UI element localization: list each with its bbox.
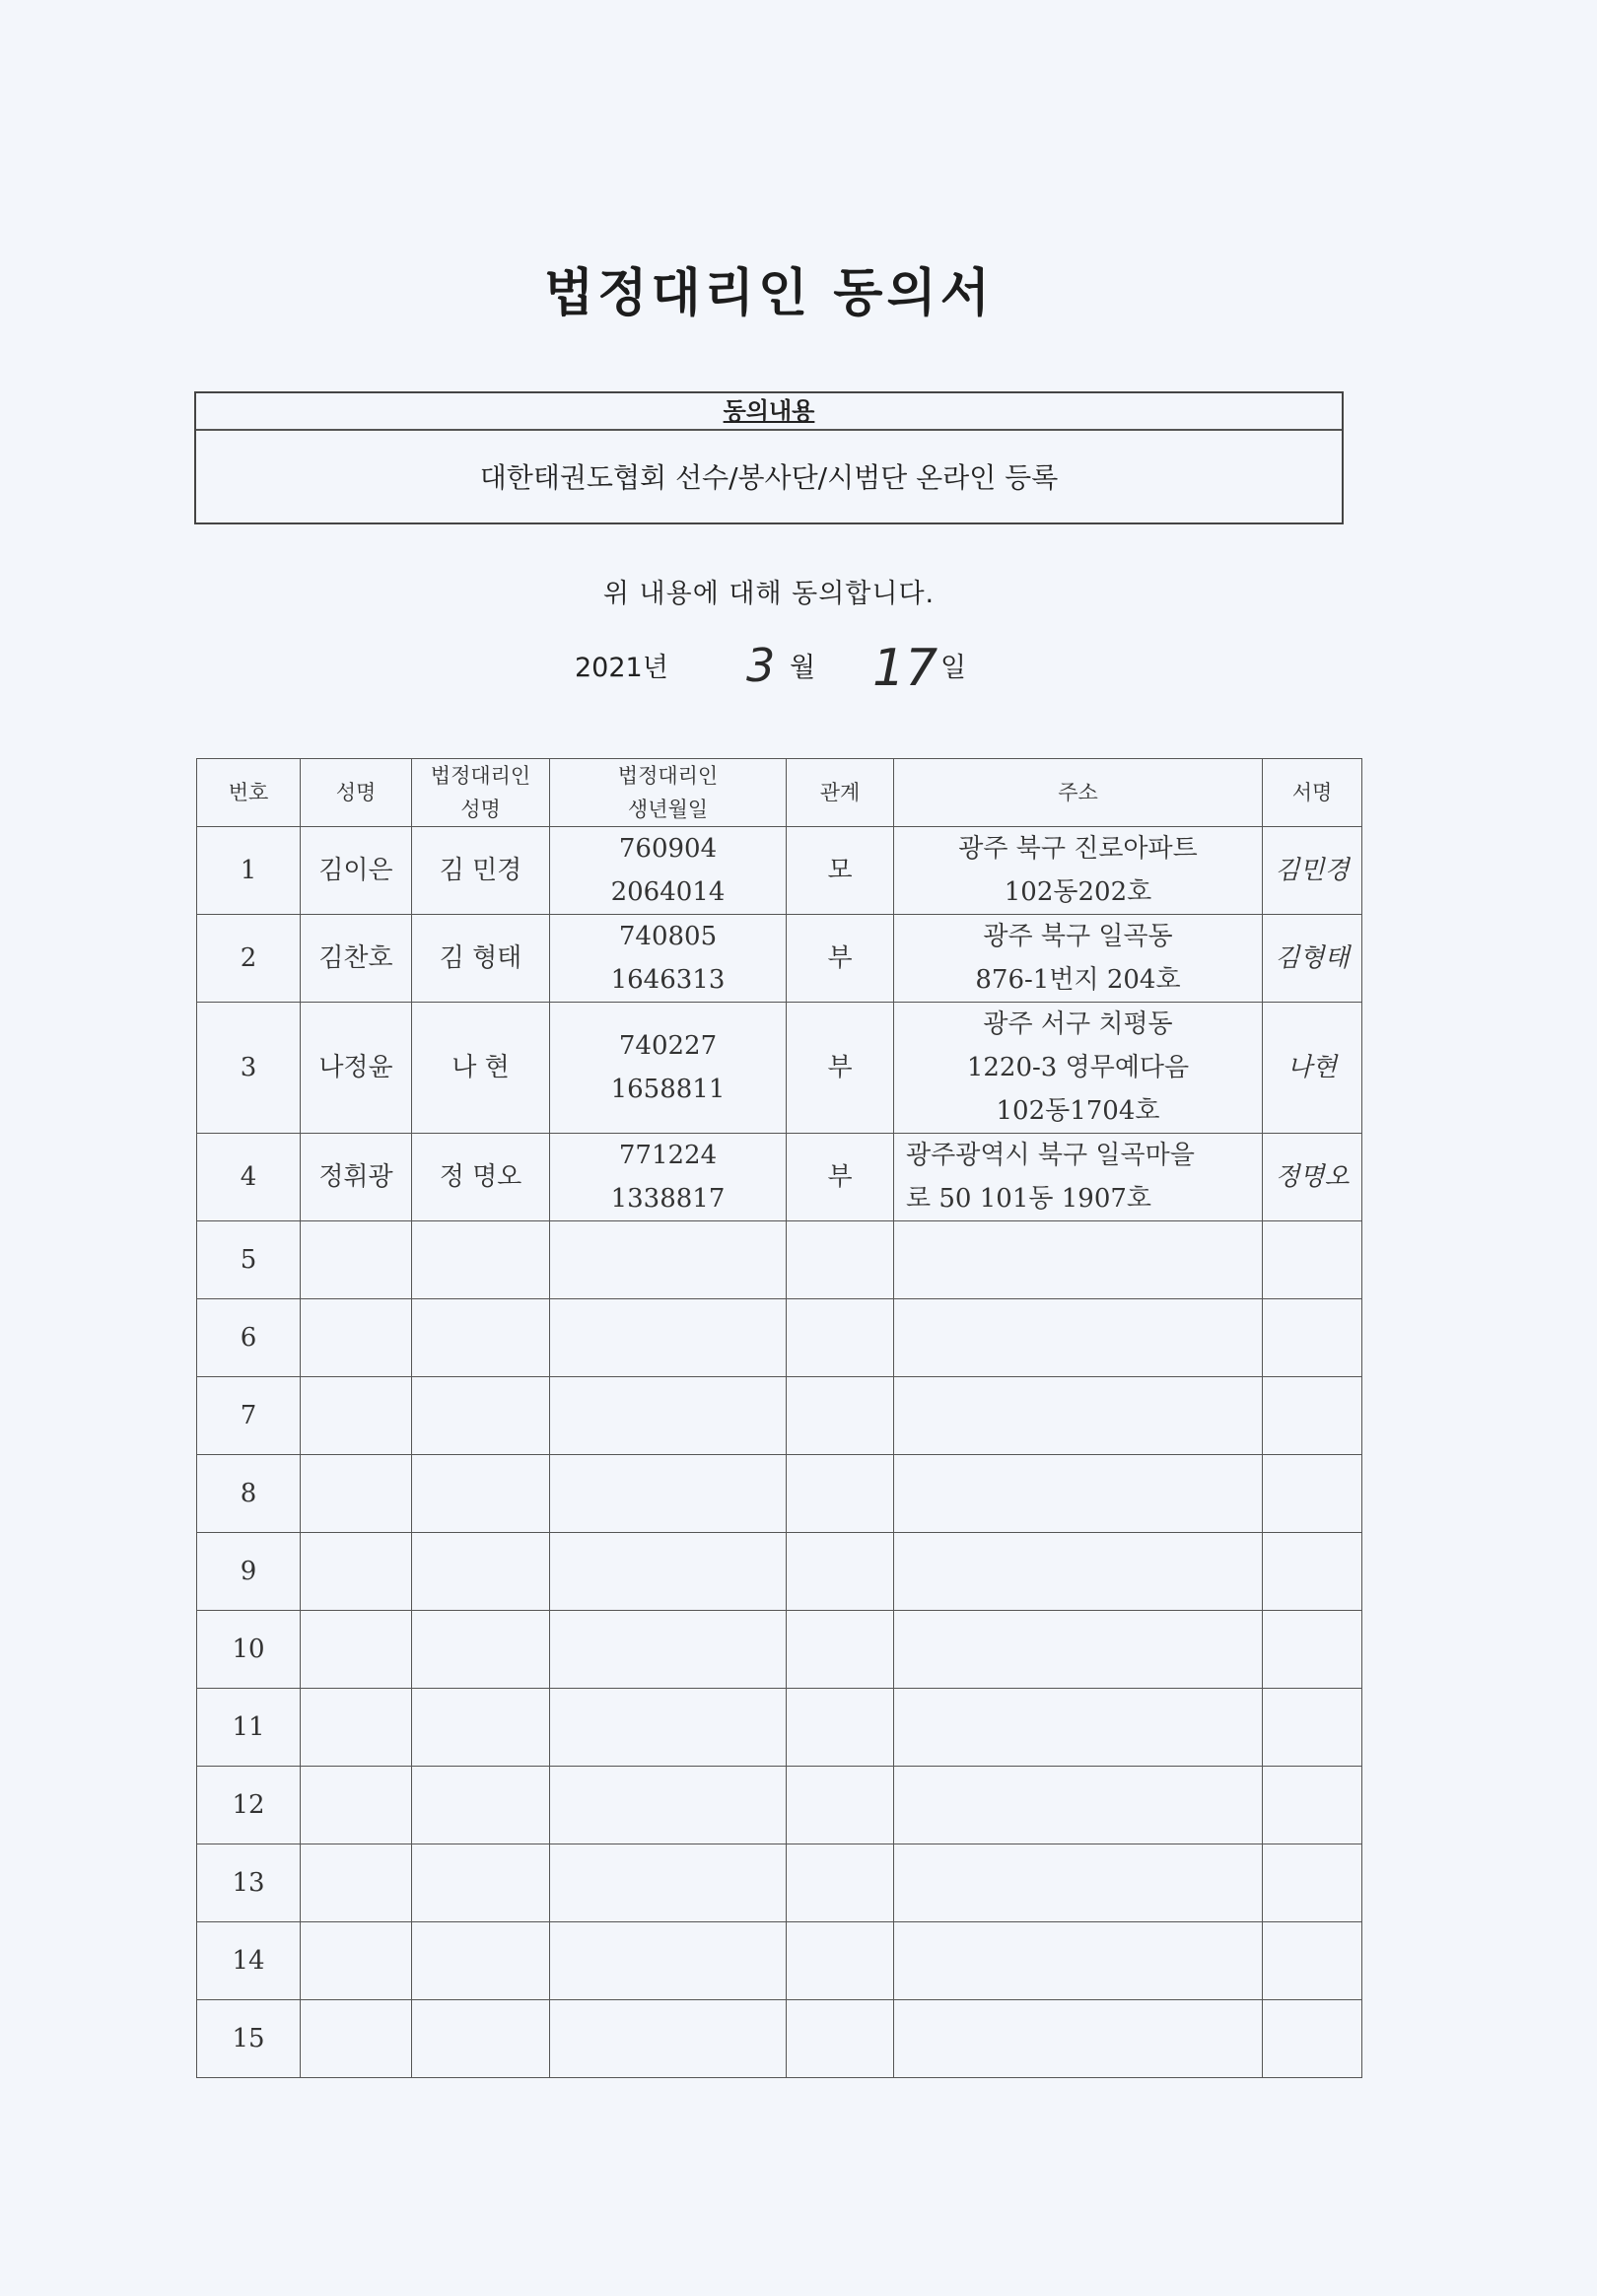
- header-name: 성명: [301, 759, 412, 827]
- empty-cell: [550, 1844, 787, 1922]
- row-signature: 김형태: [1263, 915, 1362, 1003]
- date-month-label: 월: [790, 653, 816, 683]
- empty-cell: [894, 1221, 1263, 1299]
- empty-cell: [550, 1377, 787, 1455]
- header-guardian-name-line2: 성명: [460, 798, 501, 821]
- empty-cell: [1263, 1377, 1362, 1455]
- header-guardian-birth-line2: 생년월일: [627, 798, 709, 821]
- empty-cell: [894, 1922, 1263, 2000]
- row-address: [894, 1134, 1263, 1221]
- row-birth-line2: 1658811: [610, 1075, 726, 1104]
- empty-cell: [894, 1689, 1263, 1767]
- empty-cell: [412, 1221, 550, 1299]
- row-birth: [550, 1134, 787, 1221]
- header-guardian-name-line1: 법정대리인: [430, 764, 531, 788]
- header-guardian-birth-line1: 법정대리인: [617, 764, 719, 788]
- row-no: 5: [197, 1221, 301, 1299]
- empty-cell: [787, 1221, 894, 1299]
- empty-cell: [412, 1611, 550, 1689]
- row-address-line2: 로 50 101동 1907호: [906, 1184, 1152, 1214]
- empty-cell: [301, 1455, 412, 1533]
- row-address-line3: 102동1704호: [996, 1096, 1160, 1126]
- row-address: [894, 827, 1263, 915]
- table-row-empty: [197, 1533, 1362, 1611]
- empty-cell: [412, 1922, 550, 2000]
- empty-cell: [301, 1221, 412, 1299]
- row-birth-line2: 1338817: [610, 1184, 726, 1214]
- row-no: 1: [197, 827, 301, 915]
- empty-cell: [787, 1767, 894, 1844]
- empty-cell: [787, 1377, 894, 1455]
- empty-cell: [550, 1299, 787, 1377]
- row-no: 15: [197, 2000, 301, 2078]
- empty-cell: [787, 2000, 894, 2078]
- empty-cell: [1263, 2000, 1362, 2078]
- empty-cell: [787, 1922, 894, 2000]
- row-address-line1: 광주 서구 치평동: [983, 1009, 1173, 1039]
- row-birth: [550, 915, 787, 1003]
- row-relation: 부: [787, 1134, 894, 1221]
- empty-cell: [550, 1922, 787, 2000]
- row-no: 10: [197, 1611, 301, 1689]
- empty-cell: [894, 1377, 1263, 1455]
- table-row-empty: [197, 1922, 1362, 2000]
- empty-cell: [787, 1611, 894, 1689]
- row-birth-line1: 760904: [618, 834, 718, 864]
- empty-cell: [894, 1533, 1263, 1611]
- empty-cell: [412, 1533, 550, 1611]
- table-row: [197, 1134, 1362, 1221]
- guardian-roster-table: [196, 758, 1362, 2078]
- row-address-line1: 광주 북구 진로아파트: [958, 834, 1198, 864]
- date-year: 2021년: [575, 653, 668, 683]
- row-no: 6: [197, 1299, 301, 1377]
- empty-cell: [550, 1611, 787, 1689]
- header-no: 번호: [197, 759, 301, 827]
- table-row: [197, 827, 1362, 915]
- date-day-handwritten: 17: [872, 639, 938, 698]
- empty-cell: [1263, 1611, 1362, 1689]
- consent-content-box: [194, 391, 1344, 524]
- row-no: 3: [197, 1003, 301, 1134]
- empty-cell: [301, 1689, 412, 1767]
- table-row-empty: [197, 1611, 1362, 1689]
- row-address-line2: 102동202호: [1004, 877, 1152, 907]
- row-birth-line1: 740227: [618, 1031, 718, 1061]
- row-birth: [550, 827, 787, 915]
- empty-cell: [301, 1377, 412, 1455]
- row-address-line2: 1220-3 영무예다음: [966, 1053, 1190, 1082]
- empty-cell: [550, 1689, 787, 1767]
- row-guardian: 김 형태: [412, 915, 550, 1003]
- row-no: 9: [197, 1533, 301, 1611]
- table-row: [197, 1003, 1362, 1134]
- empty-cell: [894, 2000, 1263, 2078]
- header-relation: 관계: [787, 759, 894, 827]
- consent-content-header-label: 동의내용: [723, 397, 815, 425]
- row-address-line2: 876-1번지 204호: [975, 965, 1181, 995]
- row-guardian: 정 명오: [412, 1134, 550, 1221]
- row-no: 11: [197, 1689, 301, 1767]
- table-row-empty: [197, 1221, 1362, 1299]
- row-no: 7: [197, 1377, 301, 1455]
- row-signature: 정명오: [1263, 1134, 1362, 1221]
- row-relation: 부: [787, 1003, 894, 1134]
- row-birth-line1: 771224: [618, 1141, 718, 1170]
- empty-cell: [412, 1767, 550, 1844]
- row-birth: [550, 1003, 787, 1134]
- row-address: [894, 915, 1263, 1003]
- table-row-empty: [197, 1455, 1362, 1533]
- row-no: 8: [197, 1455, 301, 1533]
- row-no: 13: [197, 1844, 301, 1922]
- row-birth-line2: 2064014: [610, 877, 726, 907]
- table-row-empty: [197, 1299, 1362, 1377]
- document-title: 법정대리인 동의서: [544, 264, 994, 323]
- row-name: 정휘광: [301, 1134, 412, 1221]
- row-birth-line1: 740805: [618, 922, 718, 951]
- row-guardian: 김 민경: [412, 827, 550, 915]
- empty-cell: [550, 1455, 787, 1533]
- table-header-row: [197, 759, 1362, 827]
- empty-cell: [412, 1689, 550, 1767]
- agree-statement: 위 내용에 대해 동의합니다.: [602, 579, 936, 609]
- row-no: 2: [197, 915, 301, 1003]
- row-no: 14: [197, 1922, 301, 2000]
- row-signature: 김민경: [1263, 827, 1362, 915]
- empty-cell: [1263, 1221, 1362, 1299]
- row-name: 김찬호: [301, 915, 412, 1003]
- row-name: 나정윤: [301, 1003, 412, 1134]
- empty-cell: [787, 1533, 894, 1611]
- date-day-label: 일: [940, 653, 967, 683]
- empty-cell: [301, 1922, 412, 2000]
- table-row: [197, 915, 1362, 1003]
- row-no: 12: [197, 1767, 301, 1844]
- header-signature: 서명: [1263, 759, 1362, 827]
- empty-cell: [550, 1767, 787, 1844]
- table-row-empty: [197, 1689, 1362, 1767]
- empty-cell: [550, 1533, 787, 1611]
- empty-cell: [894, 1299, 1263, 1377]
- empty-cell: [1263, 1689, 1362, 1767]
- header-guardian-birth: [550, 759, 787, 827]
- empty-cell: [787, 1299, 894, 1377]
- row-relation: 부: [787, 915, 894, 1003]
- empty-cell: [412, 1844, 550, 1922]
- row-no: 4: [197, 1134, 301, 1221]
- empty-cell: [787, 1689, 894, 1767]
- row-name: 김이은: [301, 827, 412, 915]
- empty-cell: [1263, 1299, 1362, 1377]
- empty-cell: [787, 1844, 894, 1922]
- empty-cell: [412, 2000, 550, 2078]
- empty-cell: [1263, 1455, 1362, 1533]
- empty-cell: [894, 1844, 1263, 1922]
- consent-content-header: [196, 393, 1342, 431]
- empty-cell: [894, 1455, 1263, 1533]
- empty-cell: [894, 1767, 1263, 1844]
- empty-cell: [1263, 1844, 1362, 1922]
- consent-content-body: 대한태권도협회 선수/봉사단/시범단 온라인 등록: [479, 461, 1059, 494]
- row-address-line1: 광주 북구 일곡동: [983, 922, 1173, 951]
- row-guardian: 나 현: [412, 1003, 550, 1134]
- header-address: 주소: [894, 759, 1263, 827]
- empty-cell: [1263, 1533, 1362, 1611]
- row-address-line1: 광주광역시 북구 일곡마을: [906, 1141, 1195, 1170]
- empty-cell: [301, 1299, 412, 1377]
- empty-cell: [550, 2000, 787, 2078]
- row-relation: 모: [787, 827, 894, 915]
- row-signature: 나현: [1263, 1003, 1362, 1134]
- empty-cell: [301, 2000, 412, 2078]
- empty-cell: [412, 1377, 550, 1455]
- empty-cell: [412, 1455, 550, 1533]
- empty-cell: [301, 1844, 412, 1922]
- empty-cell: [1263, 1922, 1362, 2000]
- empty-cell: [550, 1221, 787, 1299]
- table-row-empty: [197, 1844, 1362, 1922]
- empty-cell: [894, 1611, 1263, 1689]
- row-birth-line2: 1646313: [610, 965, 726, 995]
- empty-cell: [301, 1767, 412, 1844]
- empty-cell: [1263, 1767, 1362, 1844]
- empty-cell: [301, 1533, 412, 1611]
- date-month-handwritten: 3: [746, 639, 776, 692]
- empty-cell: [301, 1611, 412, 1689]
- table-row-empty: [197, 1377, 1362, 1455]
- empty-cell: [787, 1455, 894, 1533]
- header-guardian-name: [412, 759, 550, 827]
- row-address: [894, 1003, 1263, 1134]
- empty-cell: [412, 1299, 550, 1377]
- table-row-empty: [197, 1767, 1362, 1844]
- table-row-empty: [197, 2000, 1362, 2078]
